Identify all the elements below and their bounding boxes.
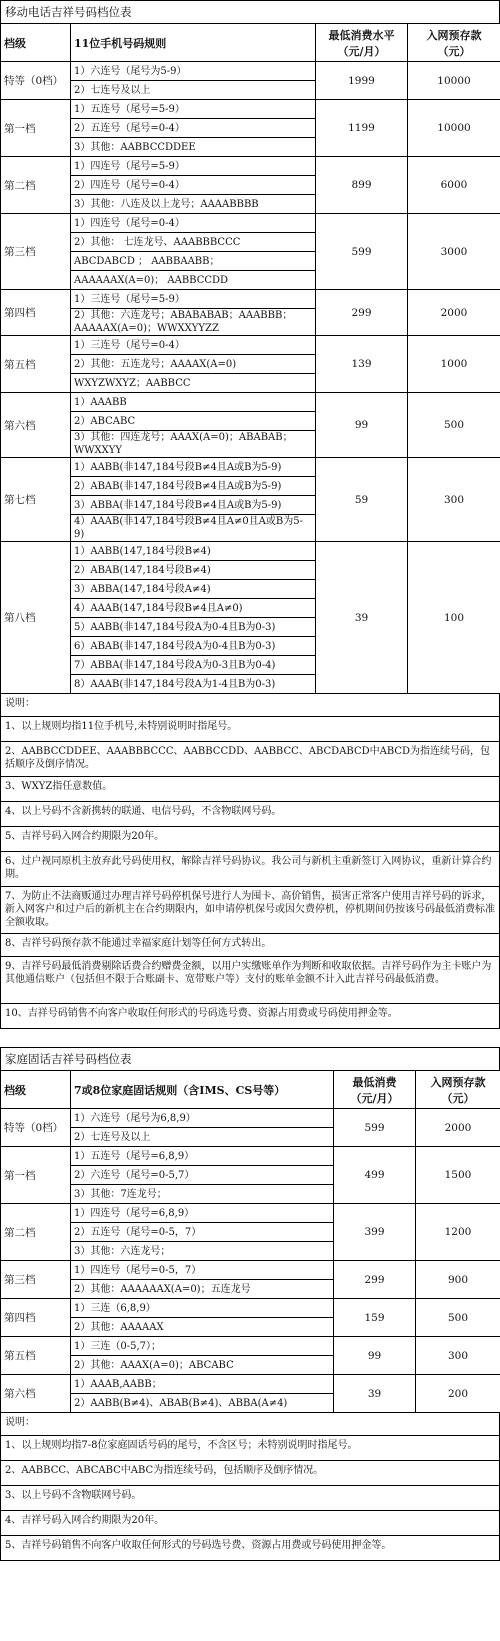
grade-rule: 3）其他：AABBCCDDEE bbox=[71, 138, 316, 157]
grade-row bbox=[1, 393, 500, 412]
deposit-value: 10000 bbox=[408, 100, 500, 157]
grade-name: 第三档 bbox=[1, 1261, 71, 1299]
grade-rule: 2）五连号（尾号=0-5，7） bbox=[71, 1223, 334, 1242]
grade-row bbox=[1, 1147, 500, 1166]
min-consumption-value: 59 bbox=[316, 458, 408, 542]
grade-row bbox=[1, 62, 500, 81]
note-item: 3、以上号码不含物联网号码。 bbox=[0, 1486, 500, 1511]
note-item: 6、过户视同原机主放弃此号码使用权，解除吉祥号码协议。我公司与新机主重新签订入网协议，重新计算合约期。 bbox=[0, 852, 500, 887]
grade-rule: 2）四连号（尾号=0-4） bbox=[71, 176, 316, 195]
grade-rule: 1）六连号（尾号为6,8,9） bbox=[71, 1109, 334, 1128]
grade-name: 第四档 bbox=[1, 1299, 71, 1337]
grade-name: 第六档 bbox=[1, 393, 71, 458]
deposit-value: 300 bbox=[408, 458, 500, 542]
grade-row bbox=[1, 214, 500, 233]
note-item: 2、AABBCC、ABCABC中ABC为指连续号码，包括顺序及倒序情况。 bbox=[0, 1461, 500, 1486]
fixed-section bbox=[0, 1047, 500, 1561]
note-item: 5、吉祥号码入网合约期限为20年。 bbox=[0, 827, 500, 852]
deposit-value: 500 bbox=[416, 1299, 500, 1337]
grade-row bbox=[1, 1375, 500, 1394]
grade-rule: 2）AABB(B≠4)、ABAB(B≠4)、ABBA(A≠4) bbox=[71, 1394, 334, 1413]
grade-name: 第一档 bbox=[1, 1147, 71, 1204]
min-consumption-header: 最低消费 （元/月） bbox=[334, 1071, 416, 1109]
note-item: 5、吉祥号码销售不向客户收取任何形式的号码选号费、资源占用费或号码使用押金等。 bbox=[0, 1536, 500, 1561]
grade-name: 第六档 bbox=[1, 1375, 71, 1413]
grade-rule: 2）七连号及以上 bbox=[71, 81, 316, 100]
grade-rule: 2）ABAB(147,184号段B≠4) bbox=[71, 561, 316, 580]
min-consumption-value: 1999 bbox=[316, 62, 408, 100]
grade-row bbox=[1, 290, 500, 309]
min-consumption-value: 1199 bbox=[316, 100, 408, 157]
grade-rule: 2）六连号（尾号=0-5,7） bbox=[71, 1166, 334, 1185]
note-item: 1、以上规则均指7-8位家庭固话号码的尾号，不含区号；未特别说明时指尾号。 bbox=[0, 1436, 500, 1461]
grade-name: 第二档 bbox=[1, 157, 71, 214]
deposit-header: 入网预存款 （元） bbox=[416, 1071, 500, 1109]
grade-rule: 1）三连号（尾号=5-9） bbox=[71, 290, 316, 309]
deposit-value: 500 bbox=[408, 393, 500, 458]
grade-rule: 3）其他：六连龙号； bbox=[71, 1242, 334, 1261]
fixed-grade-table bbox=[0, 1070, 500, 1413]
grade-name: 特等（0档） bbox=[1, 62, 71, 100]
grade-row bbox=[1, 100, 500, 119]
notes-title: 说明： bbox=[0, 1413, 500, 1436]
grade-name: 第七档 bbox=[1, 458, 71, 542]
min-consumption-header: 最低消费水平 （元/月） bbox=[316, 24, 408, 62]
note-item: 8、吉祥号码预存款不能通过幸福家庭计划等任何方式转出。 bbox=[0, 934, 500, 957]
grade-rule: 1）AABB(147,184号段B≠4) bbox=[71, 542, 316, 561]
grade-row bbox=[1, 1109, 500, 1128]
grade-rule: 8）AAAB(非147,184号段A为1-4且B为0-3) bbox=[71, 675, 316, 694]
deposit-header: 入网预存款 （元） bbox=[408, 24, 500, 62]
grade-rule: 2）其他： 七连龙号、AAABBBCCC bbox=[71, 233, 316, 252]
min-consumption-value: 499 bbox=[334, 1147, 416, 1204]
grade-rule: 1）五连号（尾号=6,8,9） bbox=[71, 1147, 334, 1166]
note-item: 1、以上规则均指11位手机号,未特别说明时指尾号。 bbox=[0, 717, 500, 742]
grade-rule: 3）ABBA(147,184号段A≠4) bbox=[71, 580, 316, 599]
rule-header: 7或8位家庭固话规则（含IMS、CS号等） bbox=[71, 1071, 334, 1109]
mobile-notes bbox=[0, 694, 500, 1029]
grade-name: 第三档 bbox=[1, 214, 71, 290]
deposit-value: 6000 bbox=[408, 157, 500, 214]
min-consumption-value: 39 bbox=[334, 1375, 416, 1413]
deposit-value: 100 bbox=[408, 542, 500, 694]
note-item: 9、吉祥号码最低消费剔除话费合约赠费金额，以用户实缴账单作为判断和收取依据。吉祥号码作为主卡账户为其他通信账户（包括但不限于合账副卡、宽带账户等）支付的账单金额不计入此吉祥号码最低消费。 bbox=[0, 957, 500, 1004]
grade-rule: 2）ABAB(非147,184号段B≠4且A或B为5-9) bbox=[71, 477, 316, 496]
grade-rule: 2）ABCABC bbox=[71, 412, 316, 431]
grade-rule: 2）其他：六连龙号；ABABABAB；AAABBB；AAAAAX(A=0)；WWXXYYZZ bbox=[71, 309, 316, 336]
grade-rule: 3）ABBA(非147,184号段B≠4且A或B为5-9) bbox=[71, 496, 316, 515]
grade-rule: 1）AAABB bbox=[71, 393, 316, 412]
grade-row bbox=[1, 1261, 500, 1280]
mobile-table-title: 移动电话吉祥号码档位表 bbox=[0, 1, 500, 23]
min-consumption-value: 139 bbox=[316, 336, 408, 393]
deposit-value: 3000 bbox=[408, 214, 500, 290]
min-consumption-value: 299 bbox=[334, 1261, 416, 1299]
deposit-value: 900 bbox=[416, 1261, 500, 1299]
grade-rule: 1）AABB(非147,184号段B≠4且A或B为5-9) bbox=[71, 458, 316, 477]
grade-rule: 2）其他：AAAAAAX(A=0)；五连龙号 bbox=[71, 1280, 334, 1299]
min-consumption-value: 39 bbox=[316, 542, 408, 694]
min-consumption-value: 299 bbox=[316, 290, 408, 336]
grade-name: 第一档 bbox=[1, 100, 71, 157]
deposit-value: 10000 bbox=[408, 62, 500, 100]
deposit-value: 1000 bbox=[408, 336, 500, 393]
deposit-value: 200 bbox=[416, 1375, 500, 1413]
grade-rule: 2）其他：AAAAAX bbox=[71, 1318, 334, 1337]
min-consumption-value: 599 bbox=[316, 214, 408, 290]
grade-rule: 2）五连号（尾号=0-4） bbox=[71, 119, 316, 138]
grade-header: 档级 bbox=[1, 1071, 71, 1109]
grade-header: 档级 bbox=[1, 24, 71, 62]
grade-rule: 2）其他：AAAX(A=0)；ABCABC bbox=[71, 1356, 334, 1375]
min-consumption-value: 899 bbox=[316, 157, 408, 214]
grade-row bbox=[1, 1299, 500, 1318]
grade-row bbox=[1, 542, 500, 561]
rule-header: 11位手机号码规则 bbox=[71, 24, 316, 62]
grade-rule: 1）四连号（尾号=0-4） bbox=[71, 214, 316, 233]
note-item: 3、WXYZ指任意数值。 bbox=[0, 777, 500, 802]
note-item: 4、以上号码不含新携转的联通、电信号码，不含物联网号码。 bbox=[0, 802, 500, 827]
grade-rule: 2）其他：五连龙号；AAAAX(A=0) bbox=[71, 355, 316, 374]
grade-rule: 1）五连号（尾号=5-9） bbox=[71, 100, 316, 119]
min-consumption-value: 99 bbox=[316, 393, 408, 458]
note-item: 4、吉祥号码入网合约期限为20年。 bbox=[0, 1511, 500, 1536]
grade-row bbox=[1, 1204, 500, 1223]
grade-rule: 1）三连号（尾号=0-4） bbox=[71, 336, 316, 355]
fixed-notes bbox=[0, 1413, 500, 1561]
grade-rule: 4）AAAB(147,184号段B≠4且A≠0) bbox=[71, 599, 316, 618]
grade-rule: 1）六连号（尾号为5-9） bbox=[71, 62, 316, 81]
grade-rule: 3）其他：7连龙号； bbox=[71, 1185, 334, 1204]
grade-rule: 1）四连号（尾号=6,8,9） bbox=[71, 1204, 334, 1223]
grade-rule: 1）三连（6,8,9） bbox=[71, 1299, 334, 1318]
note-item: 2、AABBCCDDEE、AAABBBCCC、AABBCCDD、AABBCC、ABCDABCD中ABCD为指连续号码，包括顺序及倒序情况。 bbox=[0, 742, 500, 777]
grade-rule: 5）AABB(非147,184号段A为0-4且B为0-3) bbox=[71, 618, 316, 637]
grade-rule: 3）其他：四连龙号；AAAX(A=0)；ABABAB；WWXXYY bbox=[71, 431, 316, 458]
deposit-value: 1500 bbox=[416, 1147, 500, 1204]
grade-rule: 1）四连号（尾号=0-5，7） bbox=[71, 1261, 334, 1280]
grade-row bbox=[1, 157, 500, 176]
note-item: 7、为防止不法商贩通过办理吉祥号码停机保号进行人为囤卡、高价销售，损害正常客户使用吉祥号码的诉求，新入网客户和过户后的新机主在合约期限内，如申请停机保号或因欠费停机，停机期间仍按该号码最低消费标准全额收取。 bbox=[0, 887, 500, 934]
min-consumption-value: 599 bbox=[334, 1109, 416, 1147]
grade-rule: 1）四连号（尾号=5-9） bbox=[71, 157, 316, 176]
min-consumption-value: 99 bbox=[334, 1337, 416, 1375]
deposit-value: 2000 bbox=[416, 1109, 500, 1147]
grade-rule: 4）AAAB(非147,184号段B≠4且A≠0且A或B为5-9) bbox=[71, 515, 316, 542]
deposit-value: 2000 bbox=[408, 290, 500, 336]
note-item: 10、吉祥号码销售不向客户收取任何形式的号码选号费、资源占用费或号码使用押金等。 bbox=[0, 1004, 500, 1029]
notes-title: 说明： bbox=[0, 694, 500, 717]
deposit-value: 300 bbox=[416, 1337, 500, 1375]
fixed-table-title: 家庭固话吉祥号码档位表 bbox=[0, 1048, 500, 1070]
min-consumption-value: 399 bbox=[334, 1204, 416, 1261]
grade-rule: 3）其他：八连及以上龙号；AAAABBBB bbox=[71, 195, 316, 214]
grade-rule: 1）AAAB,AABB； bbox=[71, 1375, 334, 1394]
grade-rule: ABCDABCD ； AABBAABB； bbox=[71, 252, 316, 271]
grade-name: 第四档 bbox=[1, 290, 71, 336]
grade-row bbox=[1, 336, 500, 355]
grade-name: 第八档 bbox=[1, 542, 71, 694]
grade-rule: 7）ABBA(非147,184号段A为0-3且B为0-4) bbox=[71, 656, 316, 675]
min-consumption-value: 159 bbox=[334, 1299, 416, 1337]
grade-name: 第五档 bbox=[1, 336, 71, 393]
grade-name: 第五档 bbox=[1, 1337, 71, 1375]
grade-rule: 1）三连（0-5,7）； bbox=[71, 1337, 334, 1356]
grade-name: 第二档 bbox=[1, 1204, 71, 1261]
grade-name: 特等（0档） bbox=[1, 1109, 71, 1147]
grade-row bbox=[1, 1337, 500, 1356]
grade-rule: AAAAAAX(A=0)； AABBCCDD bbox=[71, 271, 316, 290]
deposit-value: 1200 bbox=[416, 1204, 500, 1261]
grade-rule: 6）ABAB(非147,184号段A为0-4且B为0-3) bbox=[71, 637, 316, 656]
grade-row bbox=[1, 458, 500, 477]
grade-rule: WXYZWXYZ；AABBCC bbox=[71, 374, 316, 393]
mobile-grade-table bbox=[0, 23, 500, 694]
grade-rule: 2）七连号及以上 bbox=[71, 1128, 334, 1147]
